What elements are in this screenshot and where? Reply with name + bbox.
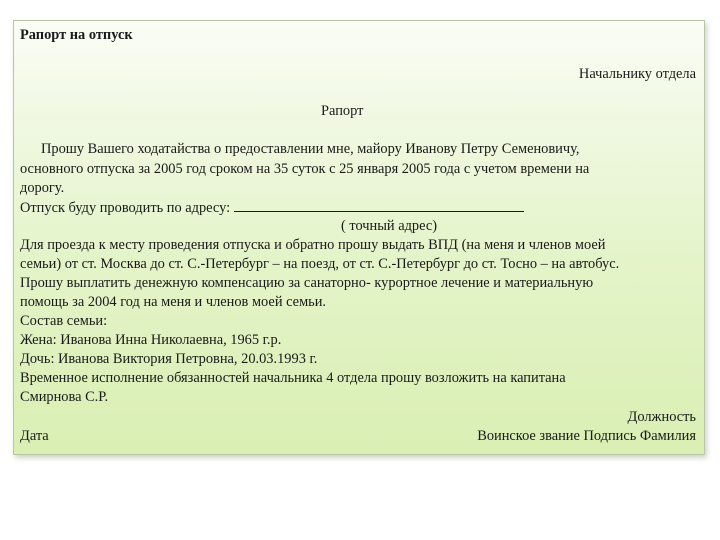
body-line: дорогу. bbox=[20, 180, 65, 196]
body-line: Прошу выплатить денежную компенсацию за санаторно- курортное лечение и материальную bbox=[20, 275, 594, 291]
address-prefix: Отпуск буду проводить по адресу: bbox=[20, 200, 231, 216]
address-line bbox=[20, 199, 524, 217]
report-document bbox=[13, 20, 705, 455]
body-line: помощь за 2004 год на меня и членов моей семьи. bbox=[20, 294, 327, 310]
address-blank bbox=[234, 199, 524, 212]
body-line: основного отпуска за 2005 год сроком на 35 суток с 25 января 2005 года с учетом времени на bbox=[20, 161, 590, 177]
body-line: семьи) от ст. Москва до ст. С.-Петербург – на поезд, от ст. С.-Петербург до ст. Тосно – на автобус. bbox=[20, 256, 620, 272]
signature-row bbox=[20, 428, 696, 445]
body-line: Для проезда к месту проведения отпуска и обратно прошу выдать ВПД (на меня и членов моей bbox=[20, 237, 606, 253]
addressee: Начальнику отдела bbox=[578, 66, 696, 82]
document-title: Рапорт на отпуск bbox=[20, 27, 133, 43]
body-line: Прошу Вашего ходатайства о предоставлении мне, майору Иванову Петру Семеновичу, bbox=[41, 141, 580, 157]
family-member-wife: Жена: Иванова Инна Николаевна, 1965 г.р. bbox=[20, 332, 282, 348]
position-label: Должность bbox=[627, 409, 696, 425]
signature-line: Воинское звание Подпись Фамилия bbox=[477, 428, 696, 444]
date-label: Дата bbox=[20, 428, 49, 444]
family-member-daughter: Дочь: Иванова Виктория Петровна, 20.03.1993 г. bbox=[20, 351, 318, 367]
body-line: Смирнова С.Р. bbox=[20, 389, 109, 405]
report-heading: Рапорт bbox=[321, 103, 364, 119]
family-heading: Состав семьи: bbox=[20, 313, 108, 329]
address-hint: ( точный адрес) bbox=[341, 218, 438, 234]
body-line: Временное исполнение обязанностей начальника 4 отдела прошу возложить на капитана bbox=[20, 370, 566, 386]
